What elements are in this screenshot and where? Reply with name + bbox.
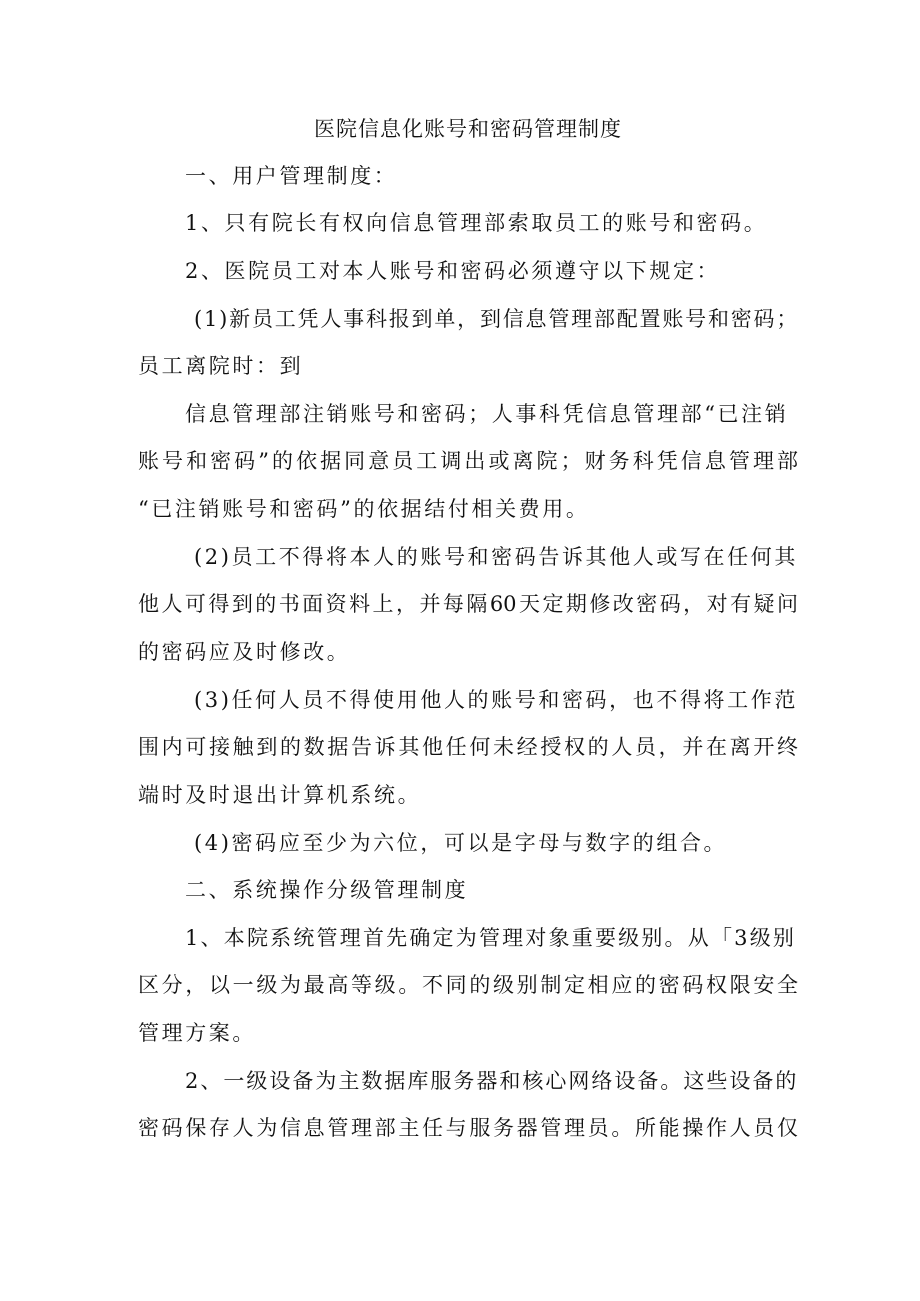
- paragraph-line: “已注销账号和密码”的依据结付相关费用。: [138, 497, 590, 521]
- paragraph-line: 1、只有院长有权向信息管理部索取员工的账号和密码。: [185, 211, 768, 235]
- paragraph-line: 2、医院员工对本人账号和密码必须遵守以下规定：: [185, 259, 721, 283]
- paragraph-line: (3)任何人员不得使用他人的账号和密码，也不得将工作范: [194, 688, 798, 712]
- paragraph-line: (1)新员工凭人事科报到单，到信息管理部配置账号和密码；: [194, 307, 800, 331]
- paragraph-line: 围内可接触到的数据告诉其他任何未经授权的人员，并在离开终: [138, 735, 798, 759]
- document-title: 医院信息化账号和密码管理制度: [314, 117, 622, 141]
- paragraph-line: 密码保存人为信息管理部主任与服务器管理员。所能操作人员仅: [138, 1116, 798, 1140]
- paragraph-line: 2、一级设备为主数据库服务器和核心网络设备。这些设备的: [185, 1069, 799, 1093]
- paragraph-line: 员工离院时：到: [138, 354, 304, 378]
- paragraph-line: 的密码应及时修改。: [138, 640, 351, 664]
- paragraph-line: 账号和密码”的依据同意员工调出或离院；财务科凭信息管理部: [138, 449, 798, 473]
- paragraph-line: (2)员工不得将本人的账号和密码告诉其他人或写在任何其: [194, 545, 798, 569]
- paragraph-line: 端时及时退出计算机系统。: [138, 783, 422, 807]
- paragraph-line: (4)密码应至少为六位，可以是字母与数字的组合。: [194, 831, 728, 855]
- paragraph-line: 1、本院系统管理首先确定为管理对象重要级别。从「3级别: [185, 926, 797, 950]
- paragraph-line: 管理方案。: [138, 1021, 256, 1045]
- paragraph-line: 区分，以一级为最高等级。不同的级别制定相应的密码权限安全: [138, 973, 798, 997]
- section-heading-user-management: 一、用户管理制度：: [185, 164, 398, 188]
- section-heading-system-operation: 二、系统操作分级管理制度: [185, 878, 469, 902]
- paragraph-line: 信息管理部注销账号和密码；人事科凭信息管理部“已注销: [185, 402, 789, 426]
- paragraph-line: 他人可得到的书面资料上，并每隔60天定期修改密码，对有疑问: [138, 592, 798, 616]
